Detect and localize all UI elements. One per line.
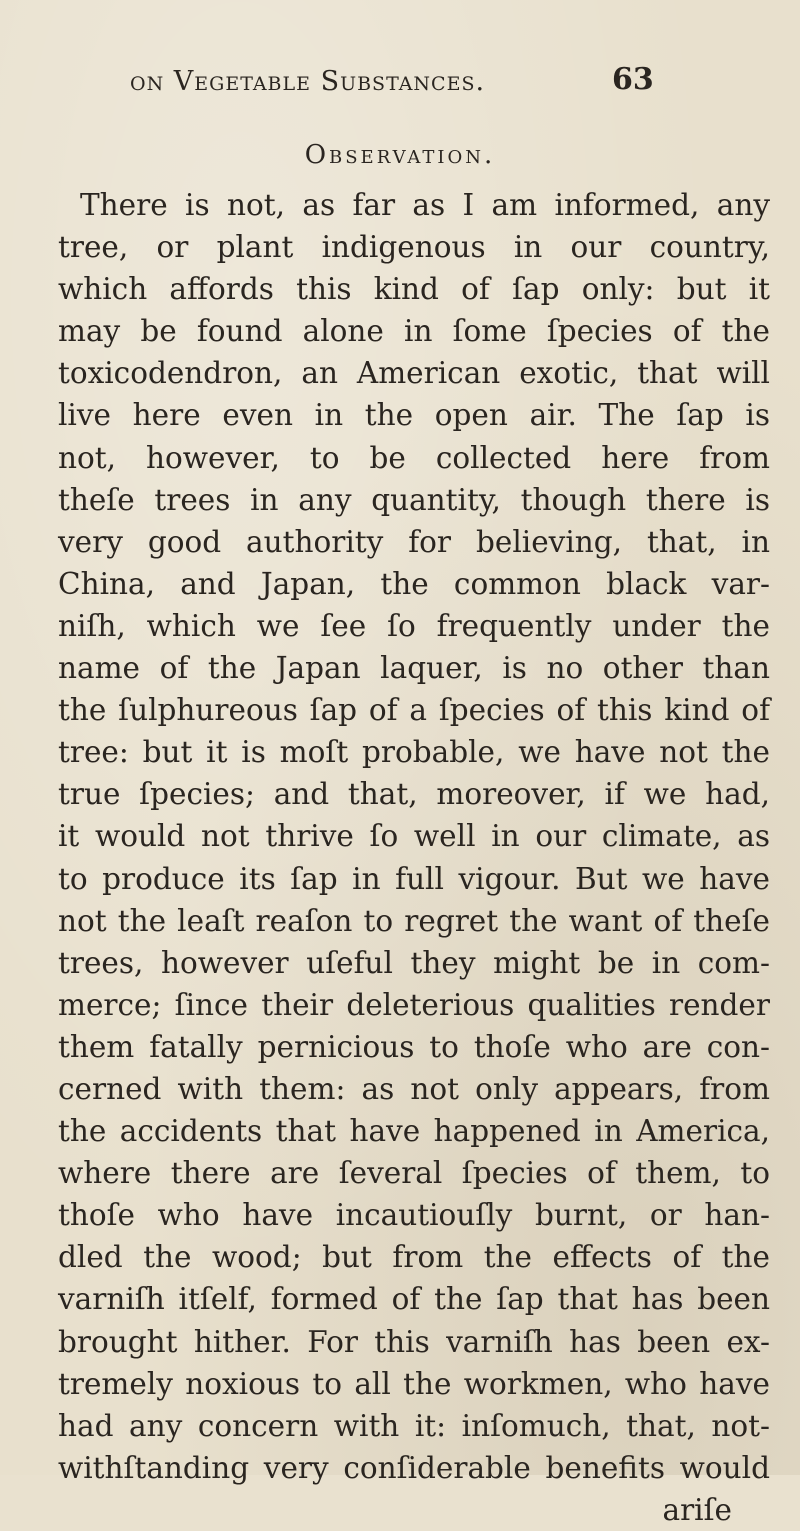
text-line: name of the Japan laquer, is no other than	[58, 651, 770, 686]
text-line: cerned with them: as not only appears, from	[58, 1071, 770, 1106]
text-line: not the leaſt reaſon to regret the want of theſe	[58, 903, 770, 938]
text-line: brought hither. For this varniſh has been ex-	[58, 1324, 770, 1359]
text-line: may be found alone in ſome ſpecies of the	[58, 314, 770, 349]
text-line: tree: but it is moſt probable, we have not the	[58, 735, 770, 770]
body-text	[58, 184, 770, 1531]
text-line: thoſe who have incautiouſly burnt, or han-	[58, 1198, 770, 1233]
text-line: tree, or plant indigenous in our country,	[58, 230, 770, 265]
text-line: trees, however uſeful they might be in com-	[58, 945, 770, 980]
text-line: tremely noxious to all the workmen, who have	[58, 1366, 770, 1401]
text-line: had any concern with it: inſomuch, that, not-	[58, 1408, 770, 1443]
text-line: varniſh itſelf, formed of the ſap that has been	[58, 1282, 770, 1317]
text-line: merce; ſince their deleterious qualities render	[58, 987, 770, 1022]
text-line: it would not thrive ſo well in our climate, as	[58, 819, 770, 854]
text-line: to produce its ſap in full vigour. But we have	[58, 861, 770, 896]
text-line: them fatally pernicious to thoſe who are con-	[58, 1029, 770, 1064]
text-line: niſh, which we ſee ſo frequently under the	[58, 608, 770, 643]
running-head: on Vegetable Substances.	[130, 66, 486, 97]
text-line: There is not, as far as I am informed, any	[80, 188, 770, 222]
text-line: where there are ſeveral ſpecies of them, to	[58, 1156, 770, 1191]
catchword: ariſe	[662, 1492, 732, 1527]
section-title: Observation.	[304, 140, 496, 170]
text-line: China, and Japan, the common black var-	[58, 566, 770, 601]
text-line: true ſpecies; and that, moreover, if we had,	[58, 777, 770, 812]
text-line: very good authority for believing, that, in	[58, 524, 770, 559]
text-line: the accidents that have happened in America,	[58, 1114, 770, 1149]
text-line: dled the wood; but from the effects of the	[58, 1240, 770, 1275]
text-line: not, however, to be collected here from	[58, 440, 770, 475]
text-line: live here even in the open air. The ſap is	[58, 398, 770, 433]
page-number: 63	[612, 62, 654, 97]
text-line: the ſulphureous ſap of a ſpecies of this kind of	[58, 693, 770, 728]
text-line: which affords this kind of ſap only: but it	[58, 272, 770, 307]
text-line: toxicodendron, an American exotic, that will	[58, 356, 770, 391]
text-line: theſe trees in any quantity, though there is	[58, 482, 770, 517]
text-line: withſtanding very conſiderable benefits would	[58, 1450, 770, 1485]
